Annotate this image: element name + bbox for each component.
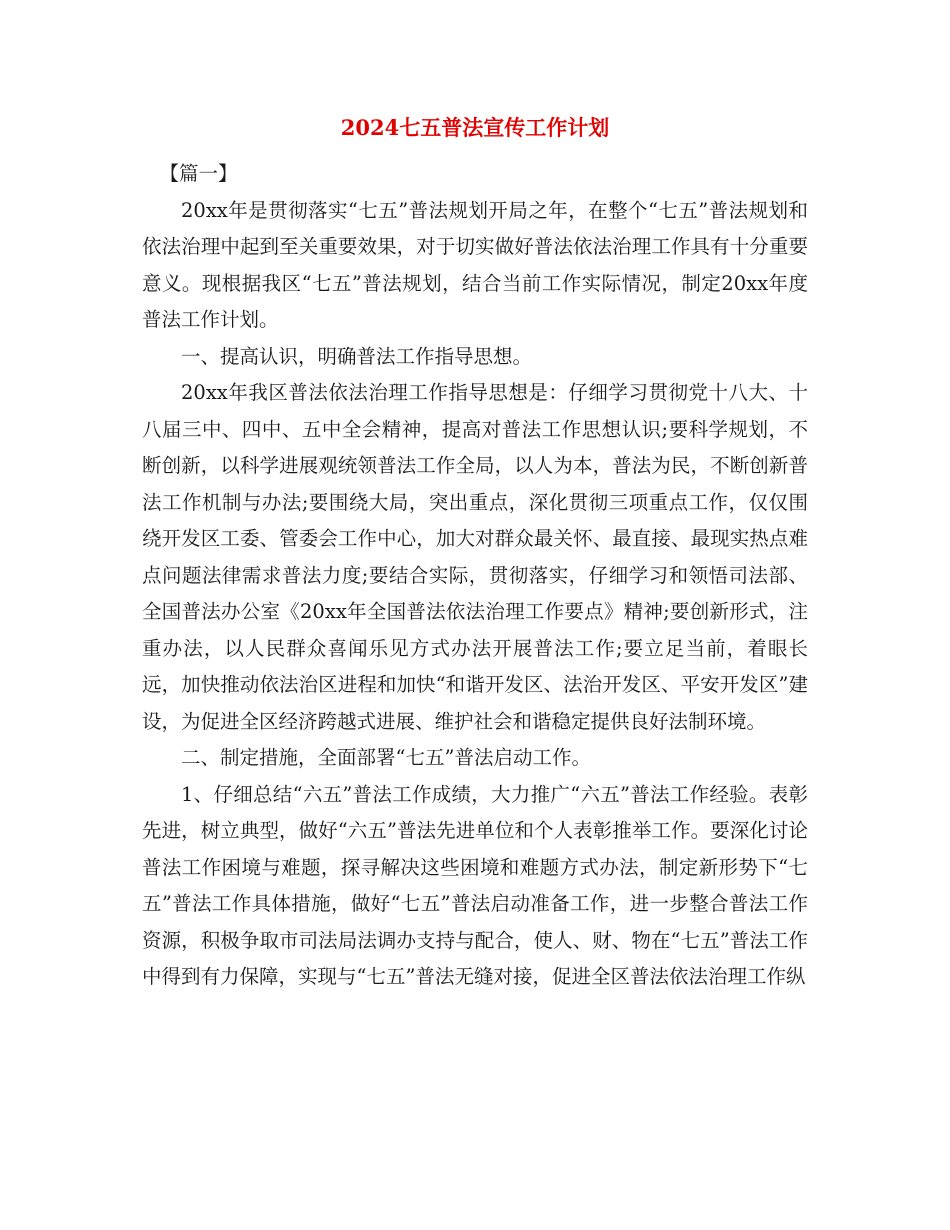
document-body <box>142 156 808 996</box>
heading-one: 一、提高认识，明确普法工作指导思想。 <box>181 344 533 368</box>
heading-two: 二、制定措施，全面部署“七五”普法启动工作。 <box>181 746 591 769</box>
intro-paragraph: 20xx年是贯彻落实“七五”普法规划开局之年，在整个“七五”普法规划和依法治理中起到至关重要效果，对于切实做好普法依法治理工作具有十分重要意义。现根据我区“七五”普法规划，结合当前工作实际情况，制定20xx年度普法工作计划。 <box>142 198 808 331</box>
section-label: 【篇一】 <box>159 162 238 185</box>
document-title: 2024七五普法宣传工作计划 <box>340 115 610 140</box>
measure-one-paragraph: 1、仔细总结“六五”普法工作成绩，大力推广“六五”普法工作经验。表彰先进，树立典型，做好“六五”普法先进单位和个人表彰推举工作。要深化讨论普法工作困境与难题，探寻解决这些困境和难题方式办法，制定新形势下“七五”普法工作具体措施，做好“七五”普法启动准备工作，进一步整合普法工作资源，积极争取市司法局法调办支持与配合，使人、财、物在“七五”普法工作中得到有力保障，实现与“七五”普法无缝对接，促进全区普法依法治理工作纵 <box>142 782 808 988</box>
guiding-thought-paragraph: 20xx年我区普法依法治理工作指导思想是：仔细学习贯彻党十八大、十八届三中、四中、五中全会精神，提高对普法工作思想认识;要科学规划，不断创新，以科学进展观统领普法工作全局，以人为本，普法为民，不断创新普法工作机制与办法;要围绕大局，突出重点，深化贯彻三项重点工作，仅仅围绕开发区工委、管委会工作中心，加大对群众最关怀、最直接、最现实热点难点问题法律需求普法力度;要结合实际，贯彻落实，仔细学习和领悟司法部、全国普法办公室《20xx年全国普法依法治理工作要点》精神;要创新形式，注重办法，以人民群众喜闻乐见方式办法开展普法工作;要立足当前，着眼长远，加快推动依法治区进程和加快“和谐开发区、法治开发区、平安开发区”建设，为促进全区经济跨越式进展、维护社会和谐稳定提供良好法制环境。 <box>142 381 808 733</box>
